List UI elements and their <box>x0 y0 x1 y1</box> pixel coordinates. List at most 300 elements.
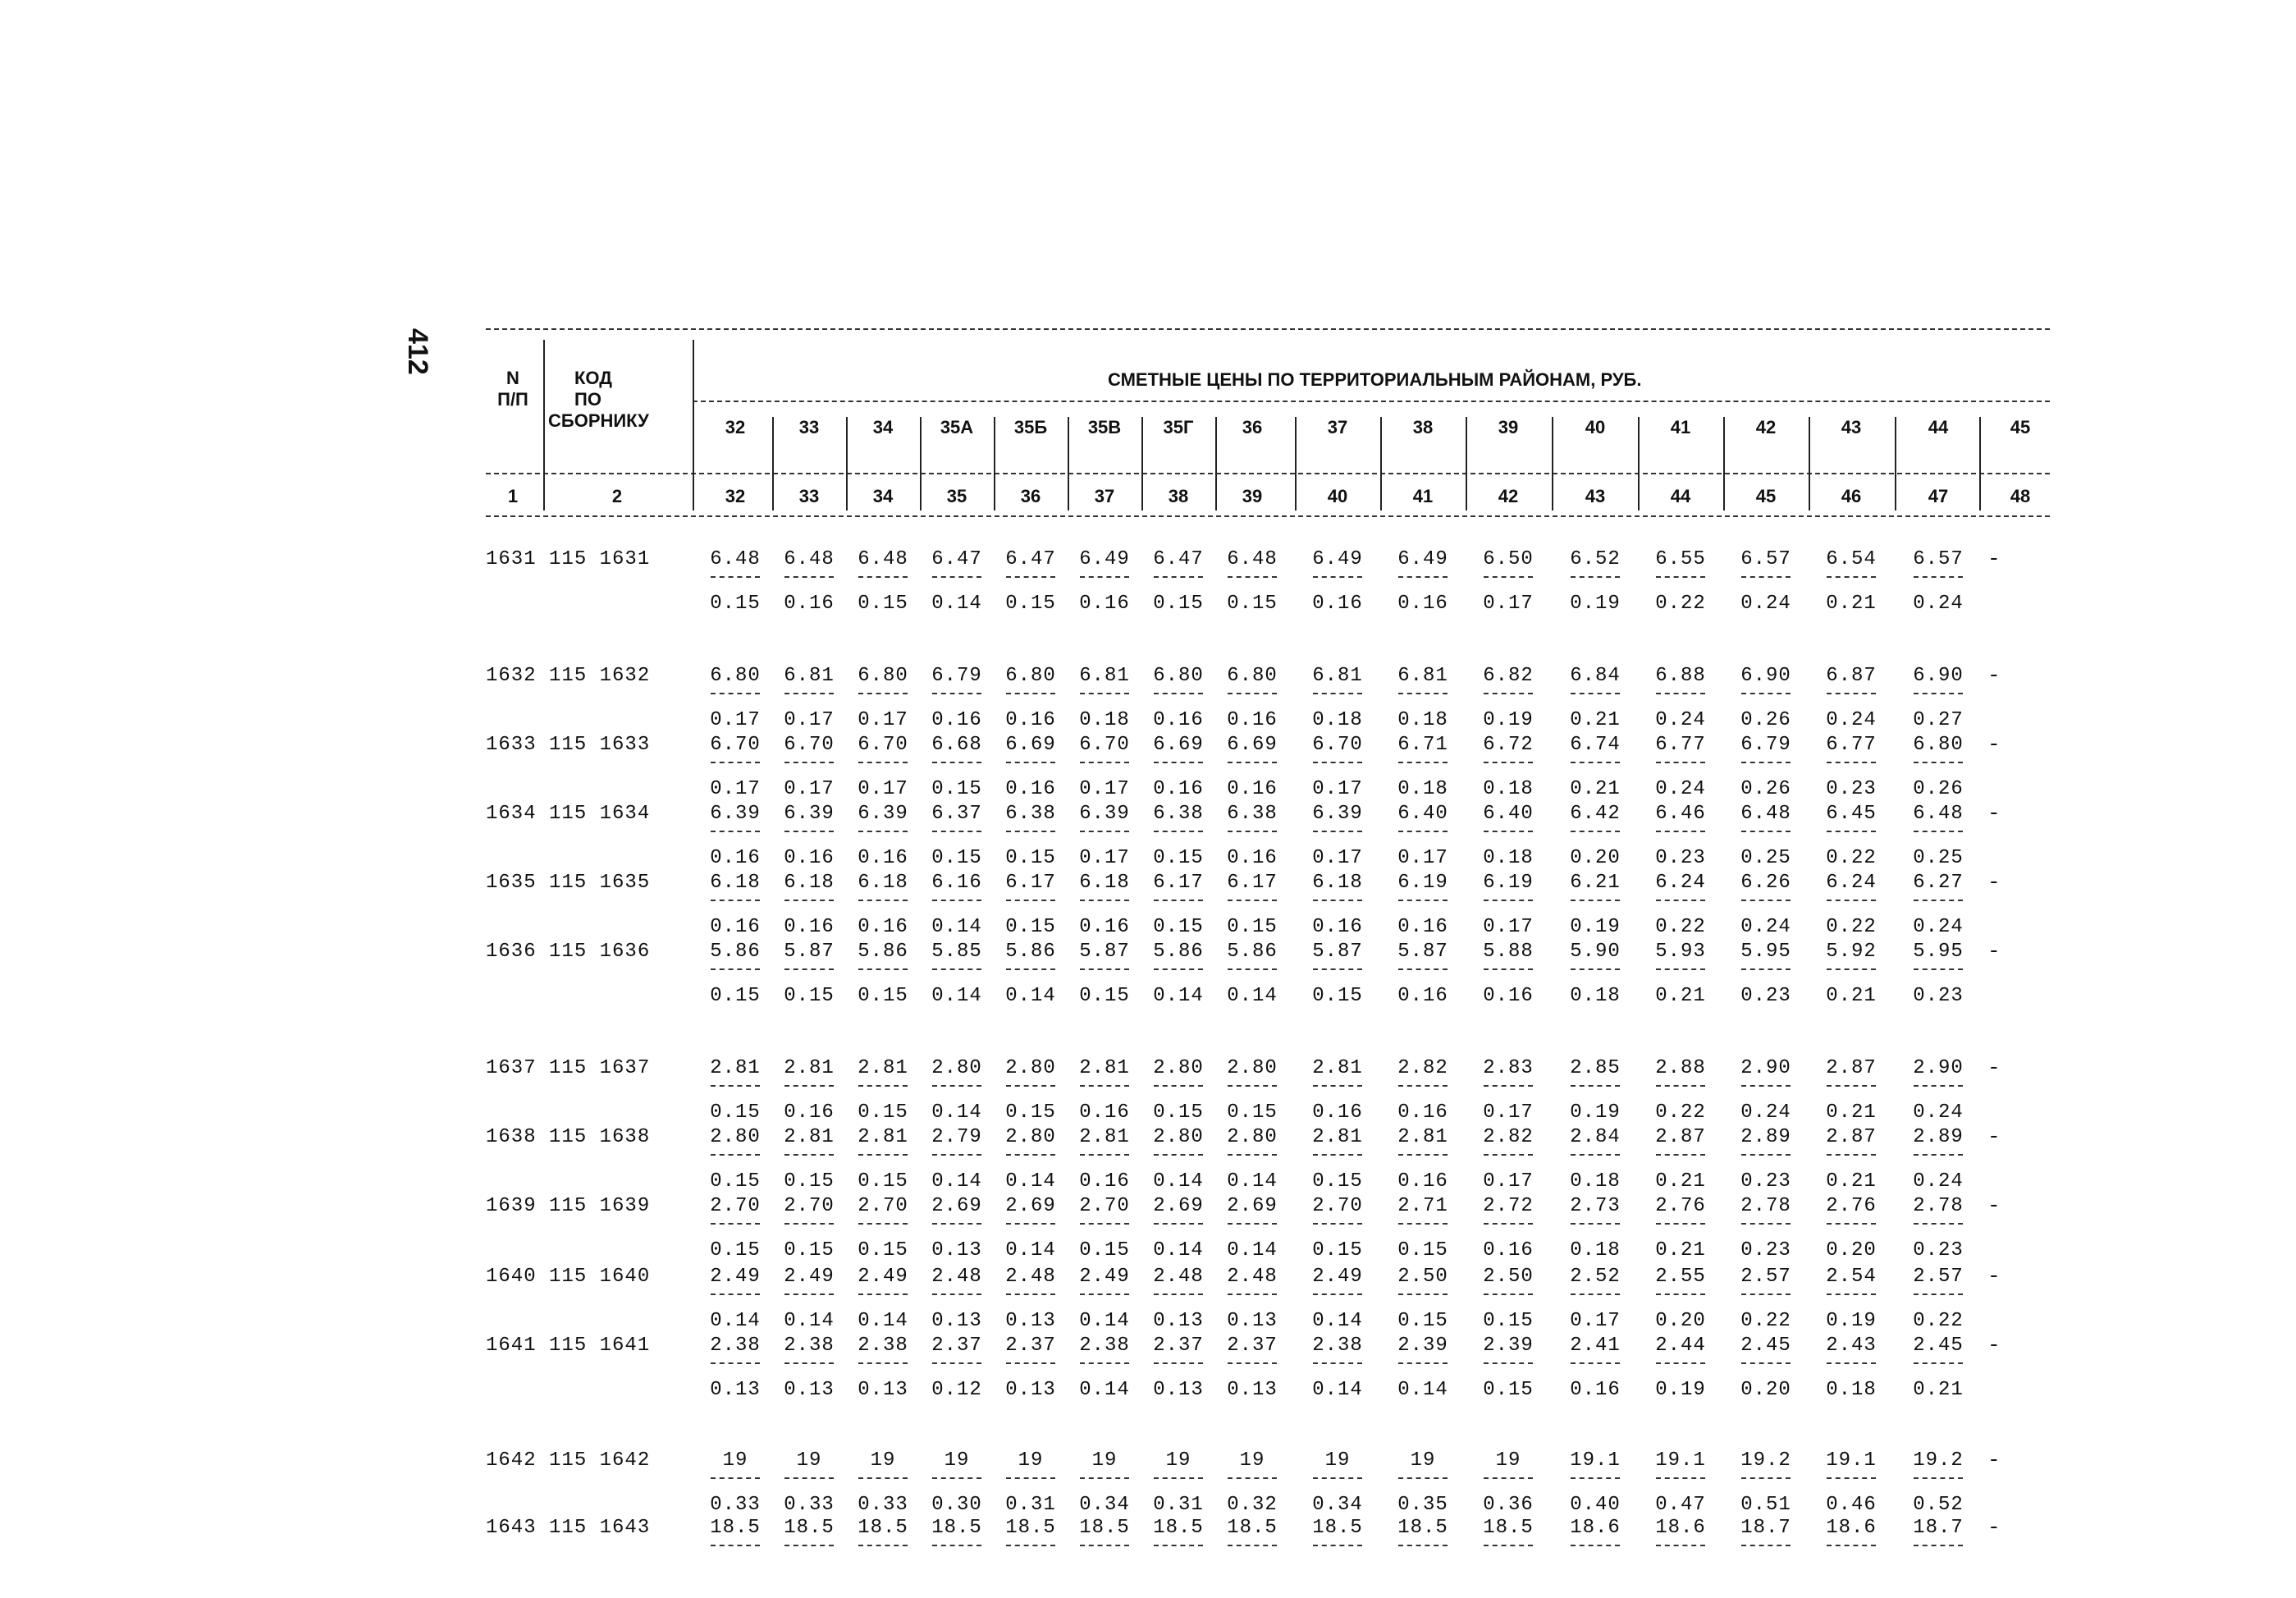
price-value: 2.83 <box>1483 1057 1534 1079</box>
fraction-rule <box>1484 1154 1533 1156</box>
wage-value: 0.18 <box>1483 847 1534 869</box>
fraction-rule <box>1006 1545 1055 1546</box>
region-45-value: - <box>1987 1515 2001 1540</box>
fraction-rule <box>1228 968 1277 970</box>
fraction-rule <box>1006 1477 1055 1479</box>
price-value: 2.69 <box>1153 1195 1204 1217</box>
price-value: 2.80 <box>710 1126 761 1148</box>
price-value: 2.55 <box>1655 1266 1706 1288</box>
wage-value: 0.18 <box>1570 1170 1621 1193</box>
fraction-rule <box>932 1294 981 1295</box>
price-value: 2.37 <box>931 1335 982 1357</box>
price-value: 6.39 <box>1312 803 1363 825</box>
fraction-rule <box>1827 1294 1876 1295</box>
fraction-rule <box>1313 1154 1362 1156</box>
fraction-rule <box>1080 762 1129 763</box>
fraction-rule <box>1656 1362 1705 1364</box>
fraction-rule <box>1656 1545 1705 1546</box>
wage-value: 0.15 <box>931 847 982 869</box>
price-value: 2.48 <box>1227 1266 1278 1288</box>
price-value: 2.39 <box>1483 1335 1534 1357</box>
column-number: 42 <box>1498 486 1519 506</box>
fraction-rule <box>1571 1085 1620 1087</box>
wage-value: 0.13 <box>931 1310 982 1332</box>
price-value: 6.81 <box>1397 665 1448 687</box>
wage-value: 0.30 <box>931 1494 982 1516</box>
divider-1 <box>543 340 545 511</box>
price-value: 6.74 <box>1570 734 1621 756</box>
price-value: 5.93 <box>1655 941 1706 963</box>
wage-value: 0.25 <box>1740 847 1791 869</box>
wage-value: 0.13 <box>931 1239 982 1261</box>
fraction-rule <box>1228 693 1277 694</box>
wage-value: 0.24 <box>1913 593 1964 615</box>
wage-value: 0.24 <box>1740 1101 1791 1124</box>
fraction-rule <box>1484 1477 1533 1479</box>
fraction-rule <box>1313 1477 1362 1479</box>
price-value: 5.86 <box>710 941 761 963</box>
wage-value: 0.34 <box>1079 1494 1130 1516</box>
wage-value: 0.24 <box>1740 916 1791 938</box>
row-id: 1637 115 1637 <box>486 1057 651 1079</box>
column-divider <box>1141 417 1143 511</box>
region-header: 43 <box>1841 417 1862 437</box>
price-value: 2.37 <box>1005 1335 1056 1357</box>
price-value: 2.43 <box>1826 1335 1877 1357</box>
price-value: 19 <box>870 1449 896 1472</box>
price-value: 19 <box>1495 1449 1521 1472</box>
fraction-rule <box>711 1294 760 1295</box>
table-title: СМЕТНЫЕ ЦЕНЫ ПО ТЕРРИТОРИАЛЬНЫМ РАЙОНАМ, РУБ. <box>1108 369 1642 390</box>
wage-value: 0.16 <box>931 709 982 731</box>
price-value: 6.48 <box>858 548 908 570</box>
price-value: 2.57 <box>1740 1266 1791 1288</box>
column-number: 43 <box>1585 486 1606 506</box>
wage-value: 0.24 <box>1826 709 1877 731</box>
wage-value: 0.23 <box>1740 985 1791 1007</box>
wage-value: 0.13 <box>1227 1310 1278 1332</box>
fraction-rule <box>1914 831 1963 832</box>
price-value: 19 <box>796 1449 822 1472</box>
wage-value: 0.18 <box>1483 778 1534 800</box>
price-value: 19 <box>722 1449 748 1472</box>
fraction-rule <box>711 831 760 832</box>
fraction-rule <box>1827 1223 1876 1225</box>
wage-value: 0.46 <box>1826 1494 1877 1516</box>
fraction-rule <box>1484 1362 1533 1364</box>
wage-value: 0.21 <box>1655 985 1706 1007</box>
fraction-rule <box>1080 831 1129 832</box>
wage-value: 0.18 <box>1397 709 1448 731</box>
wage-value: 0.19 <box>1570 916 1621 938</box>
fraction-rule <box>932 968 981 970</box>
price-value: 18.6 <box>1826 1517 1877 1539</box>
fraction-rule <box>1741 1477 1791 1479</box>
fraction-rule <box>1006 1362 1055 1364</box>
column-number: 44 <box>1670 486 1691 506</box>
fraction-rule <box>1313 762 1362 763</box>
fraction-rule <box>784 1154 834 1156</box>
price-value: 6.77 <box>1826 734 1877 756</box>
fraction-rule <box>1228 576 1277 578</box>
fraction-rule <box>784 1362 834 1364</box>
price-value: 2.73 <box>1570 1195 1621 1217</box>
price-value: 2.70 <box>1079 1195 1130 1217</box>
wage-value: 0.16 <box>1227 847 1278 869</box>
price-value: 6.81 <box>784 665 835 687</box>
fraction-rule <box>784 831 834 832</box>
region-header: 35Б <box>1013 417 1048 437</box>
wage-value: 0.14 <box>1079 1310 1130 1332</box>
wage-value: 0.31 <box>1153 1494 1204 1516</box>
wage-value: 0.17 <box>710 778 761 800</box>
fraction-rule <box>1914 1085 1963 1087</box>
price-value: 5.87 <box>1397 941 1448 963</box>
price-value: 18.5 <box>1079 1517 1130 1539</box>
price-value: 2.50 <box>1397 1266 1448 1288</box>
fraction-rule <box>1228 1477 1277 1479</box>
wage-value: 0.16 <box>784 593 835 615</box>
fraction-rule <box>1228 1223 1277 1225</box>
fraction-rule <box>1398 762 1448 763</box>
fraction-rule <box>784 900 834 901</box>
fraction-rule <box>784 693 834 694</box>
fraction-rule <box>1827 1085 1876 1087</box>
fraction-rule <box>1571 831 1620 832</box>
fraction-rule <box>1228 1545 1277 1546</box>
fraction-rule <box>1914 1223 1963 1225</box>
region-45-value: - <box>1987 939 2001 964</box>
row-id: 1634 115 1634 <box>486 803 651 825</box>
price-value: 6.26 <box>1740 872 1791 894</box>
wage-value: 0.14 <box>1312 1310 1363 1332</box>
fraction-rule <box>1080 1294 1129 1295</box>
price-value: 2.69 <box>1005 1195 1056 1217</box>
wage-value: 0.23 <box>1826 778 1877 800</box>
column-number: 39 <box>1242 486 1263 506</box>
price-value: 2.37 <box>1153 1335 1204 1357</box>
price-value: 6.88 <box>1655 665 1706 687</box>
region-45-value: - <box>1987 1333 2001 1358</box>
fraction-rule <box>1656 1477 1705 1479</box>
wage-value: 0.16 <box>1227 778 1278 800</box>
fraction-rule <box>1741 900 1791 901</box>
wage-value: 0.15 <box>1153 593 1204 615</box>
price-value: 18.5 <box>1483 1517 1534 1539</box>
fraction-rule <box>1154 1545 1203 1546</box>
fraction-rule <box>1571 1545 1620 1546</box>
fraction-rule <box>1741 1545 1791 1546</box>
wage-value: 0.16 <box>784 847 835 869</box>
fraction-rule <box>1656 693 1705 694</box>
price-value: 6.81 <box>1312 665 1363 687</box>
fraction-rule <box>932 831 981 832</box>
price-value: 2.80 <box>1227 1126 1278 1148</box>
fraction-rule <box>1398 831 1448 832</box>
wage-value: 0.15 <box>858 593 908 615</box>
fraction-rule <box>1080 1362 1129 1364</box>
fraction-rule <box>1914 1294 1963 1295</box>
wage-value: 0.22 <box>1826 916 1877 938</box>
price-value: 2.81 <box>1397 1126 1448 1148</box>
price-value: 2.45 <box>1740 1335 1791 1357</box>
fraction-rule <box>1228 1294 1277 1295</box>
wage-value: 0.21 <box>1655 1170 1706 1193</box>
column-number: 32 <box>725 486 746 506</box>
column-number: 38 <box>1168 486 1189 506</box>
price-value: 19.2 <box>1913 1449 1964 1472</box>
wage-value: 0.16 <box>784 916 835 938</box>
price-value: 5.87 <box>784 941 835 963</box>
fraction-rule <box>1656 1085 1705 1087</box>
wage-value: 0.36 <box>1483 1494 1534 1516</box>
wage-value: 0.20 <box>1740 1379 1791 1401</box>
price-value: 5.95 <box>1913 941 1964 963</box>
wage-value: 0.14 <box>1227 1170 1278 1193</box>
row-id: 1638 115 1638 <box>486 1126 651 1148</box>
price-value: 2.80 <box>931 1057 982 1079</box>
wage-value: 0.17 <box>1312 778 1363 800</box>
price-value: 2.89 <box>1913 1126 1964 1148</box>
price-value: 6.18 <box>1312 872 1363 894</box>
price-value: 2.45 <box>1913 1335 1964 1357</box>
wage-value: 0.15 <box>1005 1101 1056 1124</box>
fraction-rule <box>932 900 981 901</box>
price-value: 2.37 <box>1227 1335 1278 1357</box>
wage-value: 0.14 <box>1227 985 1278 1007</box>
price-value: 6.17 <box>1153 872 1204 894</box>
wage-value: 0.18 <box>1570 985 1621 1007</box>
fraction-rule <box>1154 693 1203 694</box>
wage-value: 0.21 <box>1570 709 1621 731</box>
wage-value: 0.15 <box>858 1239 908 1261</box>
price-value: 2.81 <box>1312 1057 1363 1079</box>
fraction-rule <box>1006 900 1055 901</box>
fraction-rule <box>858 693 908 694</box>
fraction-rule <box>711 1362 760 1364</box>
price-value: 2.81 <box>858 1126 908 1148</box>
fraction-rule <box>1571 1362 1620 1364</box>
fraction-rule <box>784 762 834 763</box>
price-value: 2.78 <box>1913 1195 1964 1217</box>
wage-value: 0.26 <box>1740 778 1791 800</box>
price-value: 6.37 <box>931 803 982 825</box>
fraction-rule <box>1827 1362 1876 1364</box>
column-divider <box>1723 417 1725 511</box>
fraction-rule <box>1741 1154 1791 1156</box>
price-value: 2.70 <box>1312 1195 1363 1217</box>
price-value: 2.81 <box>1312 1126 1363 1148</box>
fraction-rule <box>1006 831 1055 832</box>
wage-value: 0.13 <box>1227 1379 1278 1401</box>
fraction-rule <box>1484 968 1533 970</box>
price-value: 2.49 <box>1312 1266 1363 1288</box>
price-value: 2.80 <box>1005 1126 1056 1148</box>
fraction-rule <box>1080 900 1129 901</box>
wage-value: 0.16 <box>1079 593 1130 615</box>
price-value: 18.5 <box>1312 1517 1363 1539</box>
fraction-rule <box>1571 900 1620 901</box>
price-value: 2.81 <box>1079 1126 1130 1148</box>
row-id: 1636 115 1636 <box>486 941 651 963</box>
fraction-rule <box>1484 900 1533 901</box>
column-divider <box>920 417 922 511</box>
wage-value: 0.17 <box>1483 916 1534 938</box>
fraction-rule <box>711 1223 760 1225</box>
fraction-rule <box>932 1085 981 1087</box>
fraction-rule <box>1228 831 1277 832</box>
fraction-rule <box>1827 968 1876 970</box>
fraction-rule <box>1914 968 1963 970</box>
fraction-rule <box>1228 1362 1277 1364</box>
wage-value: 0.22 <box>1655 916 1706 938</box>
price-value: 2.41 <box>1570 1335 1621 1357</box>
fraction-rule <box>1571 1223 1620 1225</box>
wage-value: 0.14 <box>1153 1239 1204 1261</box>
wage-value: 0.13 <box>1153 1379 1204 1401</box>
fraction-rule <box>1398 1223 1448 1225</box>
price-value: 2.87 <box>1655 1126 1706 1148</box>
price-value: 6.71 <box>1397 734 1448 756</box>
col-code-label-1: КОД <box>574 368 612 388</box>
wage-value: 0.15 <box>1483 1310 1534 1332</box>
price-value: 2.57 <box>1913 1266 1964 1288</box>
fraction-rule <box>1656 762 1705 763</box>
price-value: 2.38 <box>710 1335 761 1357</box>
column-divider <box>693 340 694 511</box>
price-value: 18.5 <box>931 1517 982 1539</box>
wage-value: 0.14 <box>1005 1170 1056 1193</box>
fraction-rule <box>1398 1477 1448 1479</box>
wage-value: 0.35 <box>1397 1494 1448 1516</box>
price-value: 2.90 <box>1740 1057 1791 1079</box>
column-number: 33 <box>798 486 820 506</box>
price-value: 2.54 <box>1826 1266 1877 1288</box>
fraction-rule <box>1571 762 1620 763</box>
price-value: 2.44 <box>1655 1335 1706 1357</box>
wage-value: 0.14 <box>1153 1170 1204 1193</box>
price-value: 18.5 <box>1005 1517 1056 1539</box>
price-value: 2.76 <box>1826 1195 1877 1217</box>
wage-value: 0.24 <box>1913 1170 1964 1193</box>
wage-value: 0.15 <box>1397 1239 1448 1261</box>
price-value: 6.50 <box>1483 548 1534 570</box>
wage-value: 0.17 <box>784 778 835 800</box>
fraction-rule <box>1656 968 1705 970</box>
fraction-rule <box>932 693 981 694</box>
wage-value: 0.16 <box>1079 1170 1130 1193</box>
price-value: 6.40 <box>1397 803 1448 825</box>
wage-value: 0.14 <box>710 1310 761 1332</box>
fraction-rule <box>932 576 981 578</box>
wage-value: 0.15 <box>1227 1101 1278 1124</box>
wage-value: 0.14 <box>784 1310 835 1332</box>
price-value: 6.87 <box>1826 665 1877 687</box>
column-number: 35 <box>946 486 967 506</box>
fraction-rule <box>1080 1545 1129 1546</box>
fraction-rule <box>1154 1362 1203 1364</box>
price-value: 2.81 <box>858 1057 908 1079</box>
region-45-value: - <box>1987 1193 2001 1218</box>
wage-value: 0.17 <box>1483 593 1534 615</box>
region-header: 35Г <box>1163 417 1194 437</box>
fraction-rule <box>858 1294 908 1295</box>
colnum-2: 2 <box>611 486 623 506</box>
wage-value: 0.17 <box>1570 1310 1621 1332</box>
price-value: 6.57 <box>1913 548 1964 570</box>
fraction-rule <box>1080 1477 1129 1479</box>
price-value: 6.90 <box>1740 665 1791 687</box>
price-value: 2.70 <box>858 1195 908 1217</box>
price-value: 18.5 <box>1227 1517 1278 1539</box>
wage-value: 0.32 <box>1227 1494 1278 1516</box>
column-divider <box>1552 417 1553 511</box>
wage-value: 0.15 <box>1079 985 1130 1007</box>
wage-value: 0.16 <box>1397 916 1448 938</box>
price-value: 6.80 <box>710 665 761 687</box>
fraction-rule <box>1080 968 1129 970</box>
fraction-rule <box>1914 693 1963 694</box>
wage-value: 0.24 <box>1913 1101 1964 1124</box>
wage-value: 0.27 <box>1913 709 1964 731</box>
wage-value: 0.17 <box>1483 1101 1534 1124</box>
fraction-rule <box>1827 762 1876 763</box>
fraction-rule <box>1154 1294 1203 1295</box>
wage-value: 0.16 <box>1312 1101 1363 1124</box>
price-value: 6.49 <box>1397 548 1448 570</box>
fraction-rule <box>1154 968 1203 970</box>
fraction-rule <box>1571 968 1620 970</box>
price-value: 2.71 <box>1397 1195 1448 1217</box>
price-value: 2.70 <box>784 1195 835 1217</box>
price-value: 6.18 <box>784 872 835 894</box>
fraction-rule <box>1741 1223 1791 1225</box>
wage-value: 0.25 <box>1913 847 1964 869</box>
wage-value: 0.14 <box>931 916 982 938</box>
region-45-value: - <box>1987 1264 2001 1289</box>
fraction-rule <box>1741 762 1791 763</box>
price-value: 6.69 <box>1005 734 1056 756</box>
column-number: 36 <box>1020 486 1041 506</box>
price-value: 6.16 <box>931 872 982 894</box>
region-header: 35А <box>940 417 974 437</box>
price-value: 6.68 <box>931 734 982 756</box>
wage-value: 0.24 <box>1655 778 1706 800</box>
region-header: 38 <box>1412 417 1434 437</box>
price-value: 2.82 <box>1483 1126 1534 1148</box>
fraction-rule <box>1656 831 1705 832</box>
wage-value: 0.15 <box>858 1170 908 1193</box>
wage-value: 0.15 <box>1312 1170 1363 1193</box>
fraction-rule <box>1080 576 1129 578</box>
fraction-rule <box>1398 576 1448 578</box>
colnum-rule <box>486 515 2050 517</box>
wage-value: 0.15 <box>1153 847 1204 869</box>
column-number: 46 <box>1841 486 1862 506</box>
column-divider <box>1466 417 1467 511</box>
price-value: 18.7 <box>1740 1517 1791 1539</box>
price-value: 2.81 <box>784 1126 835 1148</box>
wage-value: 0.17 <box>1312 847 1363 869</box>
fraction-rule <box>1484 1223 1533 1225</box>
wage-value: 0.16 <box>1312 593 1363 615</box>
price-value: 6.45 <box>1826 803 1877 825</box>
fraction-rule <box>784 1085 834 1087</box>
wage-value: 0.22 <box>1913 1310 1964 1332</box>
fraction-rule <box>1741 1294 1791 1295</box>
fraction-rule <box>1827 1154 1876 1156</box>
price-value: 19 <box>1018 1449 1044 1472</box>
